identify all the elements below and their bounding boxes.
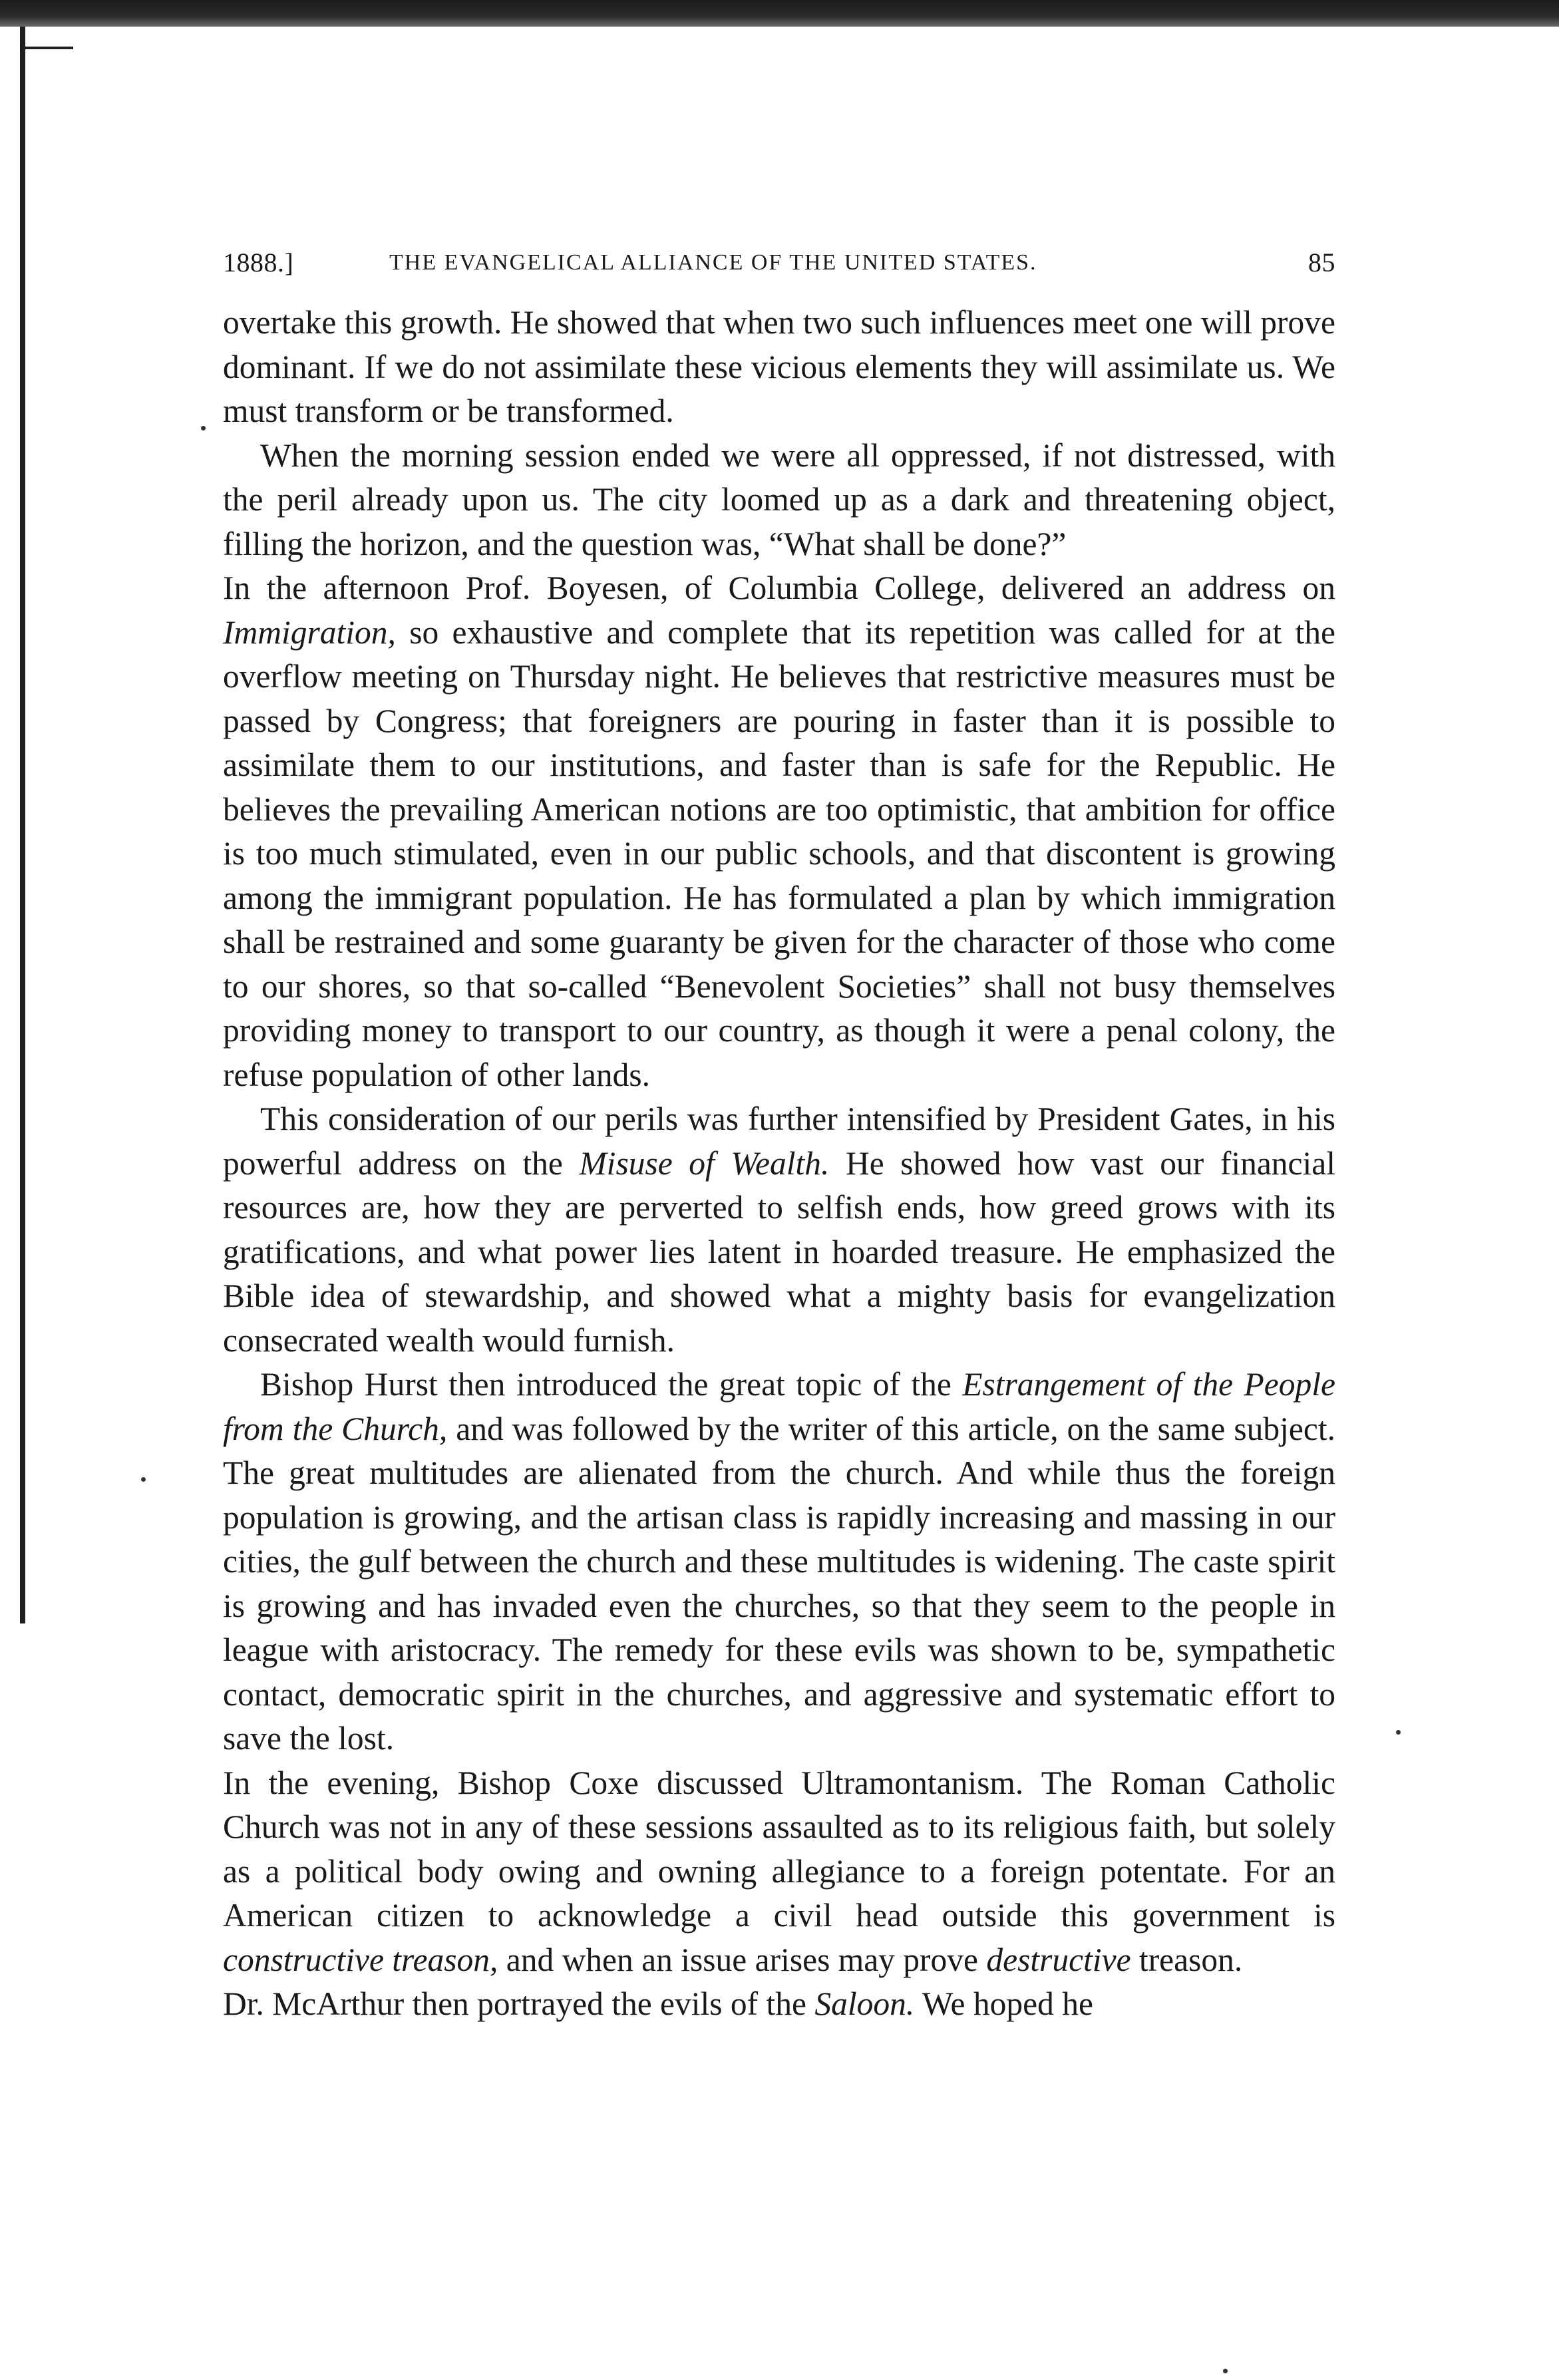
- text-run: Dr. McArthur then portrayed the evils of the: [223, 1985, 815, 2022]
- paragraph-2: [223, 434, 1335, 567]
- running-head-year: 1888.]: [223, 248, 294, 277]
- text-run: When the morning session ended we were all oppressed, if not distressed, with the peril already upon us. The city loomed up as a dark and threatening object, filling the horizon, and the question was, “What shall be done?”: [223, 436, 1335, 562]
- running-head: [223, 240, 1335, 286]
- paragraph-4: [223, 1097, 1335, 1363]
- paragraph-3: [223, 566, 1335, 1097]
- book-page: [223, 240, 1335, 2027]
- italic-phrase: Immigration,: [223, 613, 396, 651]
- scan-speck: [1223, 2369, 1228, 2373]
- text-run: overtake this growth. He showed that when two such influences meet one will prove dominant. If we do not assimilate these vicious elements they will assimilate us. We must transform or be transformed.: [223, 304, 1335, 429]
- italic-phrase: constructive treason,: [223, 1941, 498, 1978]
- italic-phrase: destructive: [986, 1941, 1131, 1978]
- paragraph-6: [223, 1761, 1335, 1983]
- text-run: This consideration of our perils was further intensified by President Gates, in his powerful address on the: [223, 1101, 1335, 1182]
- italic-phrase: Misuse of Wealth.: [579, 1144, 830, 1182]
- paragraph-5: [223, 1363, 1335, 1761]
- text-run: In the afternoon Prof. Boyesen, of Columbia College, delivered an address on: [223, 570, 1335, 606]
- text-run: and was followed by the writer of this article, on the same subject. The great multitudes are alienated from the church. And while thus the foreign population is growing, and the artisan class is rapidly increasing and massing in our cities, the gulf between the church and these multitudes is widening. The caste spirit is growing and has invaded even the churches, so that they seem to the people in league with aristocracy. The remedy for these evils was shown to be, sympathetic contact, democratic spirit in the churches, and aggressive and systematic effort to save the lost.: [223, 1410, 1335, 1757]
- page-number: 85: [1308, 248, 1335, 277]
- paragraph-1: [223, 301, 1335, 434]
- text-run: and when an issue arises may prove: [498, 1941, 987, 1978]
- article-body: [223, 301, 1335, 2027]
- scan-speck: [201, 426, 206, 430]
- scan-left-border: [20, 27, 25, 1623]
- paragraph-7: [223, 1982, 1335, 2027]
- text-run: treason.: [1130, 1941, 1243, 1978]
- text-run: We hoped he: [914, 1985, 1093, 2022]
- text-run: so exhaustive and complete that its repetition was called for at the overflow meeting on Thursday night. He believes that restrictive measures must be passed by Congress; that foreigners are pouring in faster than it is possible to assimilate them to our institutions, and faster than is safe for the Republic. He believes the prevailing American notions are too optimistic, that ambition for office is too much stimulated, even in our public schools, and that discontent is growing among the immigrant population. He has formulated a plan by which immigration shall be restrained and some guaranty be given for the character of those who come to our shores, so that so-called “Benevolent Societies” shall not busy themselves providing money to transport to our country, as though it were a penal colony, the refuse population of other lands.: [223, 613, 1335, 1093]
- italic-phrase: Estrangement of the People from the Church,: [223, 1366, 1335, 1447]
- text-run: In the evening, Bishop Coxe discussed Ultramontanism. The Roman Catholic Church was not in any of these sessions assaulted as to its religious faith, but solely as a political body owing and owning allegiance to a foreign potentate. For an American citizen to acknowledge a civil head outside this government is: [223, 1764, 1335, 1934]
- scan-corner-mark: [20, 47, 73, 49]
- scan-top-border: [0, 0, 1559, 27]
- text-run: He showed how vast our financial resources are, how they are perverted to selfish ends, how greed grows with its gratifications, and what power lies latent in hoarded treasure. He emphasized the Bible idea of stewardship, and showed what a mighty basis for evangelization consecrated wealth would furnish.: [223, 1144, 1335, 1359]
- italic-phrase: Saloon.: [814, 1985, 915, 2022]
- running-head-title: THE EVANGELICAL ALLIANCE OF THE UNITED STATES.: [389, 250, 1037, 275]
- scan-speck: [1396, 1730, 1401, 1735]
- text-run: Bishop Hurst then introduced the great topic of the: [260, 1366, 963, 1403]
- scan-speck: [141, 1477, 146, 1482]
